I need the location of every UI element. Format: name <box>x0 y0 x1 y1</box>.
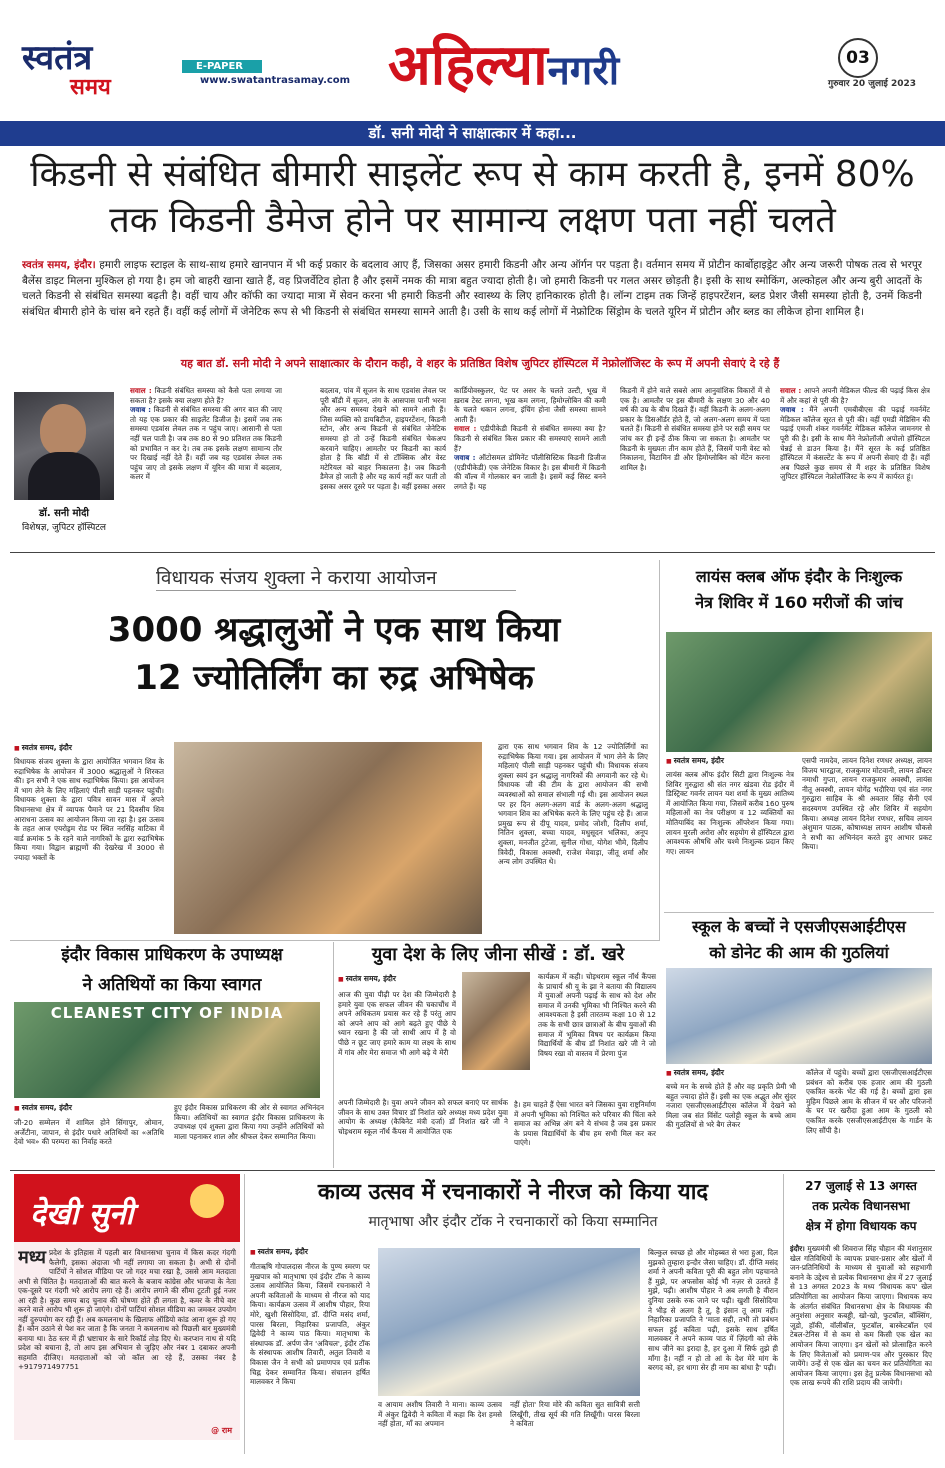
school-column-1: बच्चे मन के सच्चे होते हैं और वह प्रकृति प्रेमी भी बहुत ज्यादा होते हैं। इसी का एक अद्भुत और सुंदर नजारा एसजीएसआईटीएस कॉलेज में देखने को मिला जब संत विंसेंट पलोट्टी स्कूल के बच्चे आम की गुठलियों से भरे बैग लेकर <box>666 1082 796 1130</box>
cup-headline-line1: 27 जुलाई से 13 अगस्त <box>805 1179 917 1193</box>
lead-column-4: किडनी में होने वाले सबसे आम आनुवांशिक विकारों में से एक है। आमतौर पर इस बीमारी के लक्षण 30 और 40 वर्ष की उम्र के बीच दिखते हैं। वहीं किडनी के अलग-अलग प्रकार के डिसऑर्डर होते हैं, जो अलग-अलग समय में पता चलते हैं। किडनी से संबंधित समस्या होने पर सही समय पर जांच कर ही इन्हें ठीक किया जा सकता है। आमतौर पर किडनी के मुख्यतः तीन काम होते हैं, जिसमें पानी वेस्ट को निकालना, विटामिन डी और हिमोग्लोबिन को मेंटेन करना शामिल है। <box>620 386 770 472</box>
lions-headline <box>664 564 934 616</box>
rudra-headline-line2: 12 ज्योतिर्लिंग का रुद्र अभिषेक <box>134 658 534 698</box>
poetry-headline: काव्य उत्सव में रचनाकारों ने नीरज को किया याद <box>317 1180 709 1205</box>
youth-column-2: अपनी जिम्मेदारी है। युवा अपने जीवन को सफल बनाएं पर सार्थक जीवन के साथ उक्त विचार डॉ निशांत खरे अध्यक्ष मध्य प्रदेश युवा आयोग के अध्यक्ष (कैबिनेट मंत्री दर्जा) डॉ निशांत खरे जी ने चोइथराम स्कूल नॉर्थ कैंपस में आयोजित एक <box>338 1098 508 1136</box>
issue-date: गुरुवार 20 जुलाई 2023 <box>828 79 916 89</box>
masthead <box>0 0 945 118</box>
rudra-headline <box>14 606 654 702</box>
intro-text: हमारी लाइफ स्टाइल के साथ-साथ हमारे खानपान में भी कई प्रकार के बदलाव आए हैं, जिसका असर हमारी किडनी और अन्य ऑर्गन पर पड़ता है। वर्तमान समय में प्रोटीन कार्बोहाइड्रेट और अन्य जरूरी पोषक तत्व से भरपूर बैलेंस डाइट मिलना मुश्किल हो गया है। हम जो बाहरी खाना खाते हैं, वह प्रिजर्वेटिव होता है और इसमें नमक की मात्रा बहुत ज्यादा होती है। जो हमारी किडनी पर गलत असर छोड़ती है। इसी के साथ स्मोकिंग, अल्कोहल और अन्य बुरी आदतों के चलते किडनी से संबंधित समस्या बढ़ती है। वहीं चाय और कॉफी का ज्यादा मात्रा में सेवन करना भी हमारी किडनी और स्वास्थ्य के लिए हानिकारक होती है। लॉन्ग टाइम तक जिन्हें हाइपरटेंशन, ब्लड प्रेशर जैसी समस्या होती है, उनमें किडनी संबंधित बीमारी होने के चांस बने रहते हैं। वहीं कई लोगों में जेनेटिक रूप से भी किडनी से संबंधित समस्या सामने आती है। उसी के साथ कई लोगों में नेफ्रोटिक सिंड्रोम के चलते यूरिन में प्रोटीन और ब्लड का लीकेज होना शामिल है। <box>22 259 922 318</box>
page-number: 03 <box>838 38 878 78</box>
ida-column-1: जी-20 सम्मेलन में शामिल होने सिंगापुर, ओमान, अर्जेंटीना, जापान, से इंदौर पधारे अतिथियों का «अतिथि देवो भव» की परम्परा का निर्वाह करते <box>14 1118 164 1147</box>
lions-headline-line1: लायंस क्लब ऑफ इंदौर के निःशुल्क <box>695 567 903 586</box>
answer-label: जवाब : <box>780 405 804 415</box>
question-label: सवाल : <box>130 386 152 395</box>
face-icon <box>190 1184 224 1218</box>
section-title-sub: नगरी <box>547 48 620 94</box>
rudra-column-1: विधायक संजय शुक्ला के द्वारा आयोजित भगवान शिव के रुद्राभिषेक के आयोजन में 3000 श्रद्धालुओं ने शिरकत की। इन सभी ने एक साथ रुद्राभिषेक किया। इस आयोजन में भाग लेने के लिए महिलाएं पीली साड़ी पहनकर पहुंची। विधायक शुक्ला के द्वारा पवित्र सावन मास में अपने विधानसभा क्षेत्र में व्यापक पैमाने पर 21 दिवसीय शिव आराधना उत्सव का आयोजन किया जा रहा है। इस उत्सव के तहत आज एयरोड्रम रोड पर स्थित नरसिंह वाटिका में वार्ड क्रमांक 5 के रहने वाले नागरिकों के द्वारा रुद्राभिषेक किया गया। विद्वान ब्राह्मणों की देखरेख में 3000 से ज्यादा भक्तों के <box>14 757 164 862</box>
ida-photo <box>14 1002 320 1098</box>
question-label: सवाल : <box>780 386 802 395</box>
poetry-photo <box>378 1248 640 1396</box>
question-text: एडीपीकेडी किडनी से संबंधित समस्या क्या है? किडनी से संबंधित किस प्रकार की समस्याएं सामने आती हैं? <box>454 424 606 453</box>
brand-logo <box>22 40 167 110</box>
school-headline <box>664 914 934 966</box>
lead-column-3 <box>454 386 606 544</box>
youth-column-4: है। हम चाहते हैं ऐसा भारत बने जिसका युवा राष्ट्रनिर्माण में अपनी भूमिका को निश्चित करे परिवार की चिंता करे समाज का अभिन्न अंग बने ये संभव है जब इस प्रकार के प्रयास विद्यार्थियों के बीच हम सभी मिल कर कर पाएंगे। <box>514 1100 656 1148</box>
youth-photo <box>462 972 530 1070</box>
ida-photo-banner: CLEANEST CITY OF INDIA <box>50 1004 284 1022</box>
intro-dateline: स्वतंत्र समय, इंदौर। <box>22 259 96 271</box>
ida-headline-line2: ने अतिथियों का किया स्वागत <box>82 975 262 995</box>
doctor-photo-role: विशेषज्ञ, जुपिटर हॉस्पिटल <box>21 523 107 533</box>
rudra-headline-line1: 3000 श्रद्धालुओं ने एक साथ किया <box>107 610 561 650</box>
column-divider <box>659 560 660 940</box>
school-byline: ■ स्वतंत्र समय, इंदौर <box>666 1068 724 1078</box>
column-divider <box>333 942 334 1168</box>
kicker-banner: डॉ. सनी मोदी ने साक्षात्कार में कहा... <box>0 121 945 146</box>
answer-label: जवाब : <box>454 453 476 463</box>
website-text: www.swatantrasamay.com <box>200 75 351 86</box>
ida-headline-line1: इंदौर विकास प्राधिकरण के उपाध्यक्ष <box>61 945 283 965</box>
answer-text: किडनी से संबंधित समस्या की अगर बात की जाए तो यह एक प्रकार की साइलेंट डिजीज है। इसमें जब तक समस्या एडवांस लेवल तक न पहुंच जाए। आसानी से पता नहीं चल पाती है। जब तक 80 से 90 प्रतिशत तक किडनी को प्रभावित न कर दे। तब तक इसके लक्षण सामान्य तौर पर दिखाई नहीं देते हैं। वहीं जब यह एडवांस लेवल तक पहुंच जाए तो इसके लक्षण में यूरिन की मात्रा में बदलाव, कलर में <box>130 405 282 482</box>
school-headline-line2: को डोनेट की आम की गुठलियां <box>709 943 889 962</box>
logo-bottom-text: समय <box>70 75 111 100</box>
question-text: किडनी संबंधित समस्या को कैसे पता लगाया जा सकता है? इसके क्या लक्षण होते हैं? <box>130 386 282 405</box>
cup-text <box>790 1244 932 1442</box>
cup-headline <box>788 1176 934 1236</box>
answer-label: जवाब : <box>130 405 151 415</box>
cup-headline-line3: क्षेत्र में होगा विधायक कप <box>805 1219 917 1233</box>
lead-headline-line2: तक किडनी डैमेज होने पर सामान्य लक्षण पता नहीं चलते <box>109 200 836 241</box>
section-divider <box>10 552 935 553</box>
question-text: आपने अपनी मेडिकल फील्ड की पढ़ाई किस क्षेत्र में और कहां से पूरी की है? <box>780 386 930 405</box>
answer-text: मैंने अपनी एमबीबीएस की पढ़ाई गवर्नमेंट मेडिकल कॉलेज सूरत से पूरी की। वहीं एमडी मेडिसिन की पढ़ाई एमजी शंकर गवर्नमेंट मेडिकल कॉलेज जामनगर से पूरी की है। इसी के साथ मैंने नेफ्रोलॉजी अपोलो हॉस्पिटल चेन्नई से डाउन किया है। मैंने सूरत के कई प्रतिष्ठित हॉस्पिटल में कंसल्टेंट के रूप में अपनी सेवाएं दी हैं। वहीं अब पिछले कुछ समय से मैं शहर के प्रतिष्ठित विशेष जुपिटर हॉस्पिटल नेफ्रोलॉजिस्ट के रूप में कार्यरत हूं। <box>780 405 930 482</box>
poetry-column-2: नहीं होता' रिया मोरे की कविता सुत सावित्री सत्ती लिखूँगी, तीख सूर्य की गति लिखूँगी। पारस बिरला ने कविता <box>510 1400 640 1429</box>
lead-column-5 <box>780 386 930 544</box>
answer-text: ऑटोसमल डोमिनेंट पॉलीसिस्टिक किडनी डिजीज (एडीपीकेडी) एक जेनेटिक विकार है। इस बीमारी में किडनी की वॉल्व में गोलकार बन जाती है। इसमें कई सिस्ट बनने लगते हैं। यह <box>454 453 606 491</box>
lions-headline-line2: नेत्र शिविर में 160 मरीजों की जांच <box>695 593 903 612</box>
section-title-main: अहिल्या <box>388 33 548 98</box>
section-divider <box>10 1170 935 1171</box>
poetry-subhead: मातृभाषा और इंदौर टॉक ने रचनाकारों को किया सम्मानित <box>368 1214 658 1230</box>
school-headline-line1: स्कूल के बच्चों ने एसजीएसआईटीएस <box>692 917 906 936</box>
dekhi-suni-signature: @ राम <box>211 1426 232 1435</box>
lead-intro <box>22 258 922 352</box>
poetry-column-3: बिल्कुल स्वच्छ हो और मोहब्बत से भरा हुआ, दिल मुझको तुम्हारा इन्दौर जैसा चाहिए। डॉ. दीप्ति मसंद शर्मा ने अपनी कविता पूरी की बहुत लोग पहचानते हैं मुझे, पर अफसोस कोई भी नज़र से उतरते हैं मुझे, पढ़ी। आशीष पौहार ने अब लगती है वीरान दुनिया उसके रुक जाने पर पढ़ी। खुशी सिसोदिया ने भीड़ से अलग है तू, है इंसान तू आम नहीं। निहारिका प्रजापति ने 'माता सही, तभी तो प्रबंधन सफल हुई कविता पढ़ी, इसके साथ हर्षित मालवकर ने अपने काव्य पाठ में ज़िंदगी को लेके साथ जीने का इरादा है, हर दुआ में सिर्फ तुझे ही माँगा है। नहीं न हो तो आं के देश मेरे मांग के बरगद को, हर धागा सेर ही नाम का बांधा है' पढ़ी। <box>648 1248 778 1373</box>
youth-column-1: आज की युवा पीढ़ी पर देश की जिम्मेदारी है हमारे युवा एक सफल जीवन की चकाचौंध में अपने अधिकतम प्रयास कर रहे हैं परंतु आप को अपने आप को आगे बढ़ते हुए पीछे ये ध्यान रखना है की जो साथी आप में है वो पीछे न छूट जाए हमारे काम या लक्ष्य के साथ में गांव और मेरा समाज भी आगे बढ़े ये मेरी <box>338 990 456 1057</box>
lead-headline-line1: किडनी से संबंधित बीमारी साइलेंट रूप से काम करती है, इनमें 80% <box>30 154 915 195</box>
section-divider <box>664 912 934 913</box>
section-title <box>388 34 768 106</box>
lions-column-1: लायंस क्लब ऑफ इंदौर सिटी द्वारा निःशुल्क नेत्र शिविर गुरुद्वारा श्री संत नगर खंडवा रोड इंदौर में डिस्ट्रिक्ट गवर्नर लायन यश शर्मा के मुख्य आतिथ्य में आयोजित किया गया, जिसमें करीब 160 पुरुष महिलाओं का नेत्र परीक्षण व 12 व्यक्तियों का मोतियाबिंद का निःशुल्क ऑपरेशन किया गया। लायन मुरली अरोरा और सहयोग से हॉस्पिटल द्वारा आवश्यक औषधि और चश्मे निःशुल्क प्रदान किए गए। लायन <box>666 770 794 856</box>
logo-top-text: स्वतंत्र <box>22 38 93 78</box>
school-column-2: कॉलेज में पहुंचे। बच्चों द्वारा एसजीएसआईटीएस प्रबंधन को करीब एक हजार आम की गुठली एकत्रित करके भेंट की गई है। बच्चों द्वारा इस मुहिम पिछले आम के सीजन में घर और परिजनों के घर पर खरीदा हुआ आम के गुठली को एकत्रित करके एसजीएसआईटीएस के गार्डन के लिए सौंपी है। <box>806 1068 932 1135</box>
column-text: प्रदेश के इतिहास में पहली बार विधानसभा चुनाव में किस कदर गंदगी फैलेगी, इसका अंदाजा भी नहीं लगाया जा सकता है। अभी से दोनों पार्टियों ने सोशल मीडिया पर जो गदर मचा रखा है, उससे आम मतदाता अभी से चिंतित है। मतदाताओं की बात करने के बजाय कांग्रेस और भाजपा के नेता एक-दूसरे पर गंदगी भरे आरोप लगा रहे हैं। आरोप लगाने की सीमा टूटती हुई नजर आ रही है। कुछ समय बाद चुनाव की घोषणा होते ही लगता है, कमर के नीचे वार करने वाले आरोप भी शुरू हो जाएंगे। दोनों पार्टियां सोशल मीडिया का जमकर उपयोग नहीं दुरुपयोग कर रही हैं। अब कमलनाथ के खिलाफ ऑडियो कांड आना शुरू हो गए हैं। कौन उठाने से पेश कर जाता है कि जनता ने कमलनाथ को पिछली बार मुख्यमंत्री बनाया था। ठेठ स्तर में ही भ्रष्टाचार के सारे रिकॉर्ड तोड़ दिए थे। करप्शन नाथ से यदि प्रदेश को बचाना है, तो आप इस अभियान से जुड़िए और नंबर 1 दबाकर अपनी सहमति दीजिए। मतदाताओं को जो कॉल आ रहे हैं, उसका नंबर है +917971497751 <box>18 1248 236 1371</box>
youth-headline: युवा देश के लिए जीना सीखें : डॉ. खरे <box>371 944 625 965</box>
dekhi-suni-box <box>14 1174 240 1440</box>
cup-dateline: इंदौर। <box>790 1244 805 1253</box>
pullquote: यह बात डॉ. सनी मोदी ने अपने साक्षात्कार के दौरान कही, वे शहर के प्रतिष्ठित विशेष जुपिटर हॉस्पिटल में नेफ्रोलॉजिस्ट के रूप में अपनी सेवाएं दे रहे हैं <box>180 357 780 370</box>
school-photo <box>666 968 932 1064</box>
rudra-kicker: विधायक संजय शुक्ला ने कराया आयोजन <box>156 564 516 591</box>
lead-headline <box>20 152 925 244</box>
dekhi-suni-text <box>18 1248 236 1424</box>
ida-byline: ■ स्वतंत्र समय, इंदौर <box>14 1103 72 1113</box>
cup-body: मुख्यमंत्री श्री शिवराज सिंह चौहान की मंशानुसार खेल गतिविधियों के व्यापक प्रचार-प्रसार और खेलों में जन-प्रतिनिधियों के माध्यम से युवाओं को सहभागी बनाने के उद्देश्य से प्रत्येक विधानसभा क्षेत्र में 27 जुलाई से 13 अगस्त 2023 के मध्य 'विधायक कप' खेल प्रतियोगिता का आयोजन किया जाएगा। विधायक कप के अंतर्गत संबंधित विधानसभा क्षेत्र के विधायक की अनुशंसा अनुसार कबड्डी, खो-खो, फुटबॉल, बॉक्सिंग, जूडो, हॉकी, वॉलीबॉल, फुटबॉल, बास्केटबॉल एवं टेबल-टेनिस में से कम से कम किसी एक खेल का आयोजन किया जाएगा। इन खेलों को प्रोत्साहित करने के लिए विजेताओं को प्रमाण-पत्र और पुरस्कार दिए जायेंगे। उन्हें से एक खेल का चयन कर प्रतियोगिता का आयोजन किया जाएगा। इस हेतु प्रत्येक विधानसभा को एक लाख रूपये की राशि प्रदाय की जायेगी। <box>790 1244 932 1388</box>
youth-byline: ■ स्वतंत्र समय, इंदौर <box>338 974 396 984</box>
poetry-photo-caption: व आयाम अशीष तिवारी ने माना। काव्य उत्सव में अंकुर द्विवेदी ने कविता में कहा कि देश हमसे नहीं होता, माँ का अपमान <box>378 1400 502 1429</box>
dropcap-word: मध्य <box>18 1248 46 1268</box>
dekhi-suni-header <box>14 1174 240 1242</box>
ida-headline <box>14 940 330 1000</box>
column-divider <box>783 1174 784 1454</box>
rudra-column-2: द्वारा एक साथ भगवान शिव के 12 ज्योतिर्लिंगों का रुद्राभिषेक किया गया। इस आयोजन में भाग लेने के लिए महिलाएं पीली साड़ी पहनकर पहुंची थी। विधायक संजय शुक्ला स्वयं इन श्रद्धालु नागरिकों की अगवानी कर रहे थे। विधायक जी की टीम के द्वारा आयोजन की सभी व्यवस्थाओं को समाल संभाली गई थी। इस आयोजन स्थल पर हर दिन अलग-अलग वार्ड के अलग-अलग श्रद्धालु भगवान शिव का अभिषेक करने के लिए पहुंच रहे हैं। आज प्रमुख रूप से दीपू यादव, प्रमोद जोशी, दिलीप शर्मा, नितिन शुक्ला, बच्चा यादव, मधुसूदन भलिका, अनूप शुक्ला, मनजीत टुटेजा, सुनील गोधा, योगेश भीमे, दिलीप त्रिवेदी, विकास अवस्थी, राजेश मेवाड़ा, जीतू शर्मा और अन्य लोग उपस्थित थे। <box>498 742 648 867</box>
poetry-column-1: गीतऋषि गोपालदास नीरज के पुण्य स्मरण पर मुखपात्र को मातृभाषा एवं इंदौर टॉक ने काव्य उत्सव आयोजित किया, जिसमें रचनाकारों ने अपनी कविताओं के माध्यम से नीरज को याद किया। कार्यक्रम उत्सव में आशीष पौहार, रिया मोरे, खुशी सिसोदिया, डॉ. दीप्ति मसंद शर्मा, पारस बिरला, निहारिका प्रजापति, अंकुर द्विवेदी ने काव्य पाठ किया। मातृभाषा के संस्थापक डॉ. अर्पण जैन 'अविचल', इंदौर टॉक के संस्थापक आशीष तिवारी, अतुल तिवारी व विकास जैन ने सभी को प्रमाणपत्र एवं प्रतीक चिह्न देकर सम्मानित किया। संचालन हर्षित मालवकर ने किया <box>250 1262 370 1387</box>
poetry-byline: ■ स्वतंत्र समय, इंदौर <box>250 1247 308 1257</box>
doctor-photo <box>14 392 114 500</box>
lions-column-2: एसपी नामदेव, लायन दिनेश रणधर अध्यक्ष, लायन विजय भारद्वाज, राजकुमार मोटवानी, लायन डॉक्टर नमाधी गुप्ता, लायन राजकुमार अवस्थी, लायंस नीतू अवस्थी, लायन योगेंद्र भदौरिया एवं संत नगर गुरुद्वारा साहिब के श्री अवतार सिंह सैनी एवं सदस्यगण उपस्थित रहे और शिविर में सहयोग किया। अध्यक्ष लायन दिनेश रणधर, सचिव लायन अंशुमान पाठक, कोषाध्यक्ष लायन आशीष चौकसे ने सभी का अभिनंदन करते हुए आभार प्रकट किया। <box>802 756 932 852</box>
rudra-byline: ■ स्वतंत्र समय, इंदौर <box>14 743 72 753</box>
youth-column-3: कार्यक्रम में कही। चोइथराम स्कूल नॉर्थ कैंपस के प्राचार्य श्री यू के झा ने बताया की विद्यालय में युवाओं अपनी पढ़ाई के साथ को देश और समाज में उनकी भूमिका भी निश्चित करने की आवश्यकता है इसी तारतम्य कक्षा 10 से 12 तक के सभी छात्र छात्राओं के बीच युवाओं की समाज में भूमिका विषय पर कार्यक्रम किया विद्यार्थियों के बीच डॉ निशांत खरे जी ने जो विषय रखा वो वास्तव में प्रेरणा पुंज <box>538 972 656 1058</box>
question-label: सवाल : <box>454 424 477 434</box>
lions-byline: ■ स्वतंत्र समय, इंदौर <box>666 756 724 766</box>
lions-photo <box>666 632 932 752</box>
column-divider <box>244 1174 245 1454</box>
doctor-photo-name: डॉ. सनी मोदी <box>38 508 90 519</box>
cup-headline-line2: तक प्रत्येक विधानसभा <box>812 1199 910 1213</box>
epaper-badge: E-PAPER <box>182 60 262 73</box>
column-text: कार्डियोवस्कुलर, पेट पर असर के चलते उल्टी, भूख में ख़राब टेस्ट लगना, भूख कम लगना, हिमोग्लोबिन की कमी के चलते थकान लगना, इंचिंग होना जैसी समस्या सामने आती हैं। <box>454 386 606 424</box>
dekhi-suni-title: देखी सुनी <box>30 1197 134 1232</box>
lead-column-1 <box>130 386 282 544</box>
rudra-photo <box>174 742 482 934</box>
lead-column-2: बदलाव, पांव में सूजन के साथ एडवांस लेवल पर पूरी बॉडी में सूजन, लंग के आसपास पानी भरना और अन्य समस्या देखने को सामने आती हैं। जिस व्यक्ति को डायबिटीज, हाइपरटेंशन, किडनी स्टोन, और अन्य किडनी से संबंधित जेनेटिक समस्या हो तो उन्हें किडनी संबंधित चेकअप करवाने चाहिए। आमतौर पर किडनी का कार्य होता है कि बॉडी में से टॉक्सिक और वेस्ट मटेरियल को बाहर निकालना है। जब किडनी डैमेज हो जाती है और यह कार्य नहीं कर पाती तो इसका असर दूसरे पर पड़ता है। वहीं इसका असर <box>320 386 446 491</box>
ida-column-2: हुए इंदौर विकास प्राधिकरण की ओर से स्वागत अभिनंदन किया। अतिथियों का स्वागत इंदौर विकास प्राधिकरण के उपाध्यक्ष एवं शुक्ला द्वारा किया गया उन्होंने अतिथियों को माला पहनाकर शाल और श्रीफल देकर सम्मानित किया। <box>174 1103 324 1141</box>
